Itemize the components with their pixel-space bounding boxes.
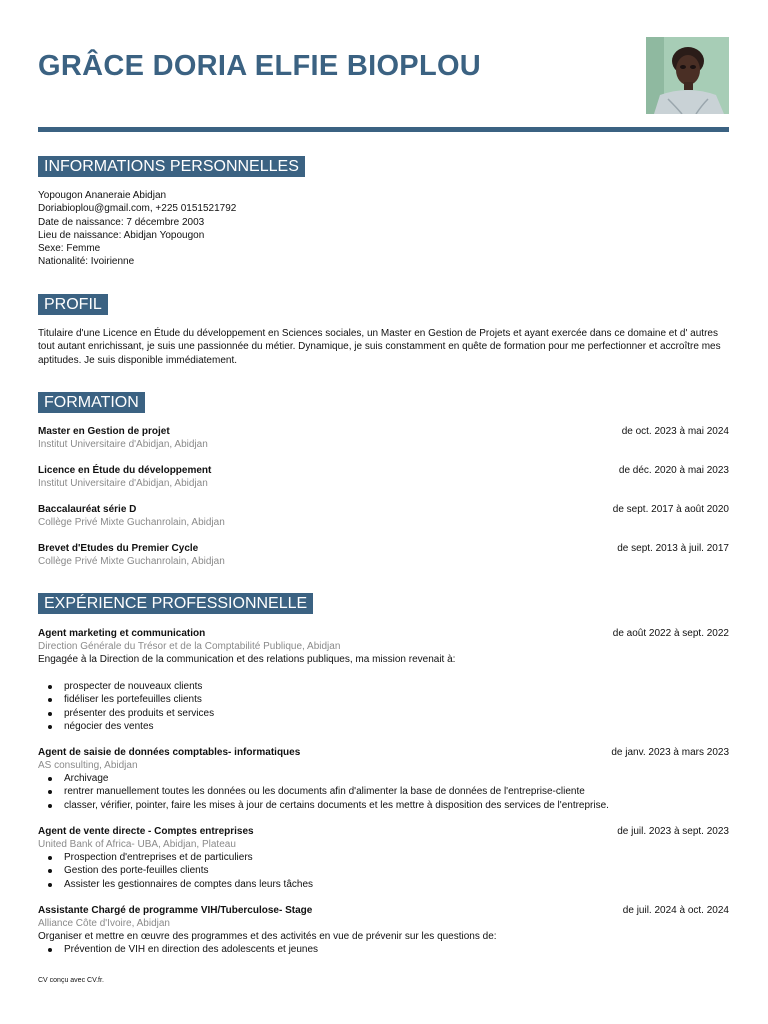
- personal-info: [38, 189, 730, 269]
- experience-entry: [38, 825, 729, 891]
- header-rule: [38, 127, 729, 132]
- education-entry: [38, 542, 729, 568]
- list-item: Prévention de VIH en direction des adolescents et jeunes: [48, 943, 729, 956]
- job-description: Organiser et mettre en œuvre des programmes et des activités en vue de prévenir sur les questions de:: [38, 931, 497, 942]
- education-title: Brevet d'Etudes du Premier Cycle: [38, 543, 199, 554]
- job-tasks: [48, 943, 729, 956]
- gender-line: Sexe: Femme: [38, 243, 101, 255]
- education-date: de oct. 2023 à mai 2024: [621, 426, 729, 437]
- list-item: présenter des produits et services: [48, 707, 729, 720]
- job-employer: AS consulting, Abidjan: [38, 760, 138, 771]
- job-title: Assistante Chargé de programme VIH/Tuberculose- Stage: [38, 905, 313, 916]
- education-school: Collège Privé Mixte Guchanrolain, Abidjan: [38, 556, 225, 567]
- list-item: classer, vérifier, pointer, faire les mises à jour de certains documents et les mettre à disposition des services de l'entreprise.: [48, 799, 729, 812]
- address-line: Yopougon Ananeraie Abidjan: [38, 190, 167, 201]
- education-title: Master en Gestion de projet: [38, 426, 170, 437]
- list-item: Assister les gestionnaires de comptes dans leurs tâches: [48, 878, 729, 891]
- job-date: de juil. 2024 à oct. 2024: [622, 905, 729, 916]
- list-item: Prospection d'entreprises et de particuliers: [48, 851, 729, 864]
- experience-entry: [38, 746, 729, 812]
- education-entry: [38, 464, 729, 490]
- job-tasks: [48, 851, 729, 891]
- profile-photo-image: [646, 37, 729, 114]
- section-title-personal: INFORMATIONS PERSONNELLES: [38, 156, 305, 177]
- job-title: Agent de saisie de données comptables- informatiques: [38, 747, 301, 758]
- list-item: fidéliser les portefeuilles clients: [48, 693, 729, 706]
- job-employer: Alliance Côte d'Ivoire, Abidjan: [38, 918, 170, 929]
- education-date: de sept. 2013 à juil. 2017: [617, 543, 729, 554]
- contact-line: Doriabioplou@gmail.com, +225 0151521792: [38, 203, 237, 215]
- job-description: Engagée à la Direction de la communication et des relations publiques, ma mission revenait à:: [38, 654, 456, 665]
- candidate-name: GRÂCE DORIA ELFIE BIOPLOU: [38, 50, 482, 82]
- job-date: de janv. 2023 à mars 2023: [611, 747, 729, 758]
- experience-entry: [38, 904, 729, 956]
- section-title-education: FORMATION: [38, 392, 145, 413]
- list-item: rentrer manuellement toutes les données ou les documents afin d'alimenter la base de données de l'entreprise-cliente: [48, 785, 729, 798]
- birthplace-line: Lieu de naissance: Abidjan Yopougon: [38, 229, 205, 241]
- experience-entry: [38, 627, 729, 733]
- job-employer: Direction Générale du Trésor et de la Comptabilité Publique, Abidjan: [38, 641, 341, 652]
- list-item: négocier des ventes: [48, 720, 729, 733]
- education-date: de sept. 2017 à août 2020: [612, 504, 729, 515]
- education-school: Collège Privé Mixte Guchanrolain, Abidjan: [38, 517, 225, 528]
- section-title-experience: EXPÉRIENCE PROFESSIONNELLE: [38, 593, 313, 614]
- list-item: Archivage: [48, 772, 729, 785]
- job-tasks: [48, 680, 729, 733]
- list-item: prospecter de nouveaux clients: [48, 680, 729, 693]
- nationality-line: Nationalité: Ivoirienne: [38, 256, 135, 268]
- job-date: de août 2022 à sept. 2022: [612, 628, 729, 639]
- education-entry: [38, 425, 729, 451]
- job-title: Agent de vente directe - Comptes entreprises: [38, 826, 254, 837]
- job-date: de juil. 2023 à sept. 2023: [617, 826, 729, 837]
- footer-credit: CV conçu avec CV.fr.: [38, 977, 104, 984]
- profile-text: Titulaire d'une Licence en Étude du développement en Sciences sociales, un Master en Gestion de Projets et ayant exercée dans ce domaine et d' autres tout autant enrichissant, je suis une passionnée du métier. Dynamique, je suis constamment en quête de formation pour me perfectionner et accroître mes aptitudes. Je suis disponible immédiatement.: [38, 328, 721, 366]
- job-title: Agent marketing et communication: [38, 628, 206, 639]
- education-school: Institut Universitaire d'Abidjan, Abidjan: [38, 478, 208, 489]
- job-employer: United Bank of Africa- UBA, Abidjan, Plateau: [38, 839, 236, 850]
- education-date: de déc. 2020 à mai 2023: [618, 465, 729, 476]
- profile-photo: [646, 37, 729, 114]
- education-entry: [38, 503, 729, 529]
- job-tasks: [48, 772, 729, 812]
- education-school: Institut Universitaire d'Abidjan, Abidjan: [38, 439, 208, 450]
- birthdate-line: Date de naissance: 7 décembre 2003: [38, 216, 205, 228]
- education-title: Baccalauréat série D: [38, 504, 137, 515]
- list-item: Gestion des porte-feuilles clients: [48, 864, 729, 877]
- section-title-profile: PROFIL: [38, 294, 108, 315]
- education-title: Licence en Étude du développement: [38, 465, 212, 476]
